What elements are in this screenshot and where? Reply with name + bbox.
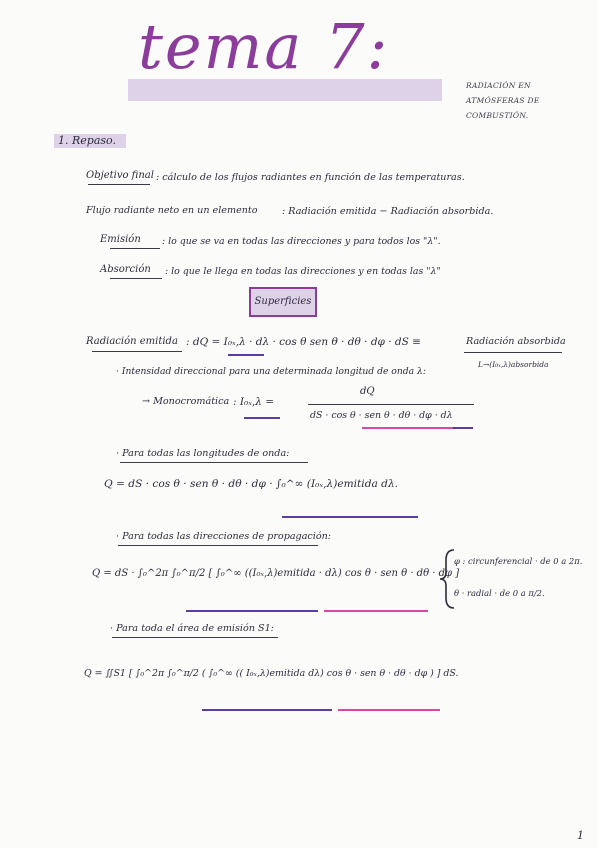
rad-emitida-underline xyxy=(92,351,182,352)
fraction-bar xyxy=(308,404,474,405)
flujo-text: : Radiación emitida − Radiación absorbida. xyxy=(282,206,494,217)
eq2-pink-underline xyxy=(324,610,428,612)
flujo-label: Flujo radiante neto en un elemento xyxy=(86,205,258,216)
intensity-underline xyxy=(228,354,264,356)
denominator-blue-underline xyxy=(453,427,473,429)
todas-longitudes: · Para todas las longitudes de onda: xyxy=(116,448,290,459)
denominator-pink-underline xyxy=(362,427,454,429)
rad-emitida-label: Radiación emitida xyxy=(86,336,178,347)
absorcion-label: Absorción xyxy=(100,264,151,275)
objetivo-label: Objetivo final xyxy=(86,170,154,181)
mono-denominator: dS · cos θ · sen θ · dθ · dφ · dλ xyxy=(310,410,453,421)
emision-text: : lo que se va en todas las direcciones y para todos los "λ". xyxy=(162,236,441,247)
rad-absorbida-sub: L→(I₀ₓ,λ)absorbida xyxy=(478,360,549,369)
rad-emitida-eq: : dQ = I₀ₓ,λ · dλ · cos θ sen θ · dθ · dφ · dS ≡ xyxy=(186,336,421,348)
mono-label: → Monocromática xyxy=(142,396,230,407)
subtitle-line-2: ATMÓSFERAS DE COMBUSTIÓN. xyxy=(466,96,540,120)
emision-label: Emisión xyxy=(100,234,141,245)
toda-area-underline xyxy=(112,637,278,638)
subtitle xyxy=(466,78,598,123)
intensidad-text: · Intensidad direccional para una determinada longitud de onda λ: xyxy=(116,366,426,377)
mono-lhs-underline xyxy=(244,417,280,419)
objetivo-underline xyxy=(88,184,150,185)
equation-3: Q = ∬S1 [ ∫₀^2π ∫₀^π/2 ( ∫₀^∞ (( I₀ₓ,λ)emitida dλ) cos θ · sen θ · dθ · dφ ) ] dS. xyxy=(84,668,459,679)
equation-2: Q = dS · ∫₀^2π ∫₀^π/2 [ ∫₀^∞ ((I₀ₓ,λ)emitida · dλ) cos θ · sen θ · dθ · dφ ] xyxy=(92,568,460,579)
toda-area: · Para toda el área de emisión S1: xyxy=(110,623,274,634)
absorcion-underline xyxy=(110,278,162,279)
eq3-pink-underline xyxy=(338,709,440,711)
objetivo-text: : cálculo de los flujos radiantes en función de las temperaturas. xyxy=(156,172,465,183)
todas-direcciones: · Para todas las direcciones de propagación: xyxy=(116,531,332,542)
page-title: tema 7: xyxy=(138,10,390,83)
eq3-blue-underline xyxy=(202,709,332,711)
subtitle-line-1: RADIACIÓN EN xyxy=(466,81,531,90)
todas-longitudes-underline xyxy=(120,462,308,463)
superficies-box: Superficies xyxy=(249,287,317,317)
mono-lhs: : I₀ₓ,λ = xyxy=(233,396,275,408)
equation-1: Q = dS · cos θ · sen θ · dθ · dφ · ∫₀^∞ (I₀ₓ,λ)emitida dλ. xyxy=(104,478,399,490)
emision-underline xyxy=(110,248,160,249)
todas-direcciones-underline xyxy=(118,545,318,546)
rad-absorbida-underline xyxy=(464,352,562,353)
page-number: 1 xyxy=(577,829,584,842)
eq1-underline xyxy=(282,516,418,518)
eq2-blue-underline xyxy=(186,610,318,612)
absorcion-text: : lo que le llega en todas las direcciones y en todas las "λ" xyxy=(165,266,441,277)
brace-phi: φ : circunferencial · de 0 a 2π. xyxy=(454,556,583,566)
rad-absorbida: Radiación absorbida xyxy=(466,336,566,347)
section-heading: 1. Repaso. xyxy=(58,134,116,147)
brace-theta: θ · radial · de 0 a π/2. xyxy=(454,588,545,598)
mono-numerator: dQ xyxy=(360,386,375,397)
